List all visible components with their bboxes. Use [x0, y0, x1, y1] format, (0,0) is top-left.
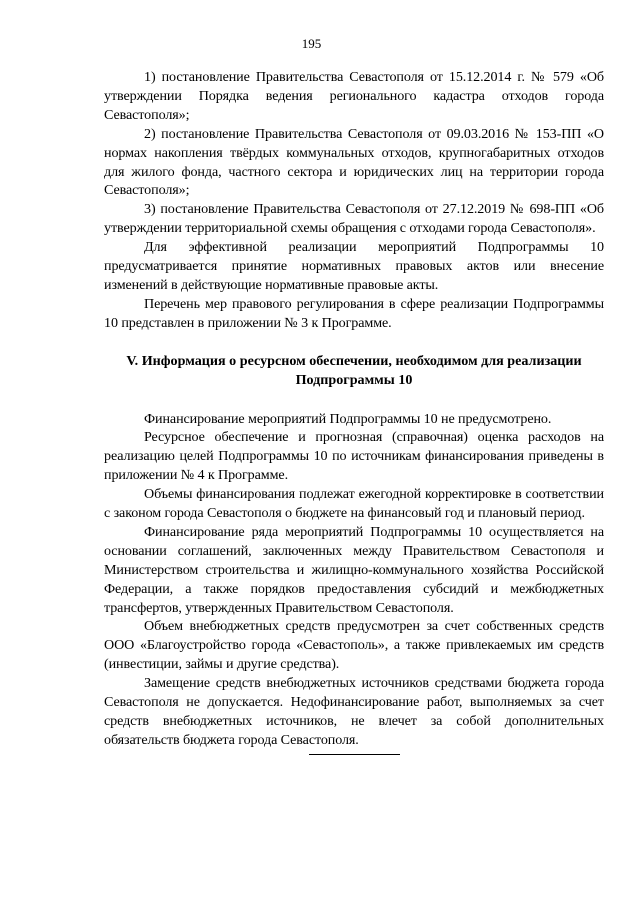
- page-number: 195: [301, 36, 322, 51]
- paragraph-offbudget: Объем внебюджетных средств предусмотрен за счет собственных средств ООО «Благоустройство города «Севастополь», а также привлекаемых им средств (инвестиции, займы и другие средства).: [104, 618, 604, 673]
- legal-act-item-1: 1) постановление Правительства Севастополя от 15.12.2014 г. № 579 «Об утверждении Порядка ведения регионального кадастра отходов города Севастополя»;: [104, 69, 604, 123]
- paragraph-agreements: Финансирование ряда мероприятий Подпрограммы 10 осуществляется на основании соглашений, заключенных между Правительством Севастополя и Министерством строительства и жилищно-коммунального хозяйства Российской Федерации, а также порядков предоставления субсидий и межбюджетных трансфертов, утвержденных Правительством Севастополя.: [104, 523, 604, 616]
- section-heading: V. Информация о ресурсном обеспечении, необходимом для реализации Подпрограммы 10: [126, 352, 582, 388]
- paragraph-regulation: Для эффективной реализации мероприятий Подпрограммы 10 предусматривается принятие нормативных правовых актов или внесение изменений в действующие нормативные правовые акты.: [104, 239, 604, 293]
- paragraph-volumes: Объемы финансирования подлежат ежегодной корректировке в соответствии с законом города Севастополя о бюджете на финансовый год и плановый период.: [104, 486, 604, 522]
- document-body: [104, 68, 604, 750]
- paragraph-resource-estimate: Ресурсное обеспечение и прогнозная (справочная) оценка расходов на реализацию целей Подпрограммы 10 по источникам финансирования приведены в приложении № 4 к Программе.: [104, 429, 604, 484]
- paragraph-replacement: Замещение средств внебюджетных источников средствами бюджета города Севастополя не допускается. Недофинансирование работ, выполняемых за счет средств внебюджетных источников, не влечет за собой дополнительных обязательств бюджета города Севастополя.: [104, 675, 604, 748]
- legal-act-item-2: 2) постановление Правительства Севастополя от 09.03.2016 № 153-ПП «О нормах накопления твёрдых коммунальных отходов, крупногабаритных отходов для жилого фонда, частного сектора и юридических лиц на территории города Севастополя»;: [104, 125, 604, 199]
- legal-act-item-3: 3) постановление Правительства Севастополя от 27.12.2019 № 698-ПП «Об утверждении территориальной схемы обращения с отходами города Севастополя».: [104, 201, 604, 237]
- paragraph-measures-list: Перечень мер правового регулирования в сфере реализации Подпрограммы 10 представлен в приложении № 3 к Программе.: [104, 295, 604, 331]
- paragraph-financing: Финансирование мероприятий Подпрограммы 10 не предусмотрено.: [144, 410, 552, 427]
- end-divider: [309, 754, 400, 755]
